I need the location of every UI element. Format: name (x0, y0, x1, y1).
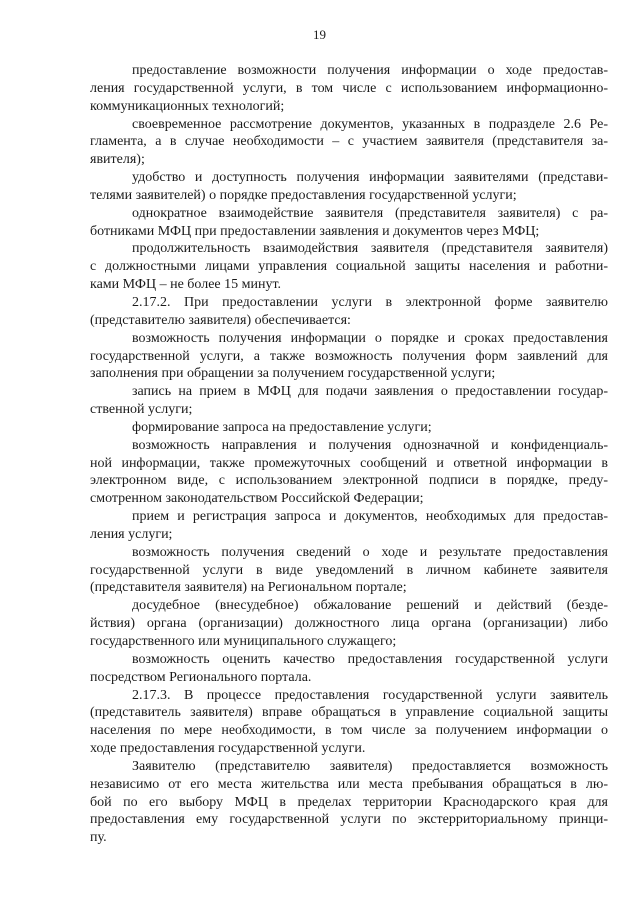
body-text (90, 62, 608, 847)
text-line: возможность получения сведений о ходе и результате предоставления (132, 544, 608, 560)
page-number: 19 (313, 27, 326, 42)
text-line: формирование запроса на предоставление услуги; (132, 419, 432, 435)
text-line: удобство и доступность получения информации заявителями (представи- (132, 170, 608, 186)
text-line: ной информации, также промежуточных сообщений и ответной информации в (90, 455, 608, 471)
text-line: продолжительность взаимодействия заявителя (представителя заявителя) (132, 241, 608, 257)
text-line: запись на прием в МФЦ для подачи заявления о предоставлении государ- (132, 384, 608, 400)
text-line: ками МФЦ – не более 15 минут. (90, 277, 282, 293)
text-line: явителя); (90, 152, 145, 168)
text-line: коммуникационных технологий; (90, 98, 285, 114)
text-line: государственной услуги, а также возможность получения форм заявлений для (90, 348, 608, 364)
text-line: ления государственной услуги, в том числе с использованием информационно- (90, 80, 608, 96)
text-line: однократное взаимодействие заявителя (представителя заявителя) с ра- (132, 205, 608, 221)
text-line: (представитель заявителя) вправе обращаться в управление социальной защиты (90, 705, 608, 721)
text-line: (представителя заявителя) на Региональном портале; (90, 580, 407, 596)
text-line: возможность получения информации о порядке и сроках предоставления (132, 330, 608, 346)
text-line: предоставления ему государственной услуги по экстерриториальному принци- (90, 812, 608, 828)
text-line: с должностными лицами управления социальной защиты населения и работни- (90, 259, 608, 275)
text-line: смотренном законодательством Российской Федерации; (90, 491, 424, 507)
text-line: заполнения при обращении за получением государственной услуги; (90, 366, 496, 382)
text-line: государственной услуги в виде уведомлений в личном кабинете заявителя (90, 562, 608, 578)
text-line: ходе предоставления государственной услуги. (90, 741, 366, 757)
text-line: ления услуги; (90, 526, 173, 542)
text-line: возможность оценить качество предоставления государственной услуги (132, 651, 608, 667)
text-line: пу. (90, 830, 107, 846)
text-line: своевременное рассмотрение документов, указанных в подразделе 2.6 Ре- (132, 116, 608, 132)
text-line: посредством Регионального портала. (90, 669, 312, 685)
text-line: возможность направления и получения однозначной и конфиденциаль- (132, 437, 608, 453)
text-line: государственного или муниципального служащего; (90, 634, 397, 649)
text-line: 2.17.2. При предоставлении услуги в электронной форме заявителю (132, 294, 608, 310)
text-line: Заявителю (представителю заявителя) предоставляется возможность (132, 758, 608, 774)
text-line: предоставление возможности получения информации о ходе предостав- (132, 63, 608, 78)
text-line: населения по мере необходимости, в том числе за получением информации о (90, 723, 608, 739)
text-line: электронном виде, с использованием электронной подписи в порядке, преду- (90, 473, 608, 489)
text-line: бой по его выбору МФЦ в пределах территории Краснодарского края для (90, 794, 608, 810)
text-line: досудебное (внесудебное) обжалование решений и действий (безде- (132, 598, 608, 614)
text-line: йствия) органа (организации) должностного лица органа (организации) либо (90, 616, 608, 632)
text-line: ственной услуги; (90, 402, 193, 418)
text-line: прием и регистрация запроса и документов, необходимых для предостав- (132, 509, 608, 525)
text-line: ботниками МФЦ при предоставлении заявления и документов через МФЦ; (90, 223, 540, 239)
text-line: независимо от его места жительства или места пребывания обращаться в лю- (90, 776, 608, 792)
text-line: гламента, а в случае необходимости – с участием заявителя (представителя за- (90, 134, 608, 150)
text-line: 2.17.3. В процессе предоставления государственной услуги заявитель (132, 687, 608, 703)
text-line: (представителю заявителя) обеспечивается: (90, 312, 351, 328)
text-line: телями заявителей) о порядке предоставления государственной услуги; (90, 187, 517, 203)
